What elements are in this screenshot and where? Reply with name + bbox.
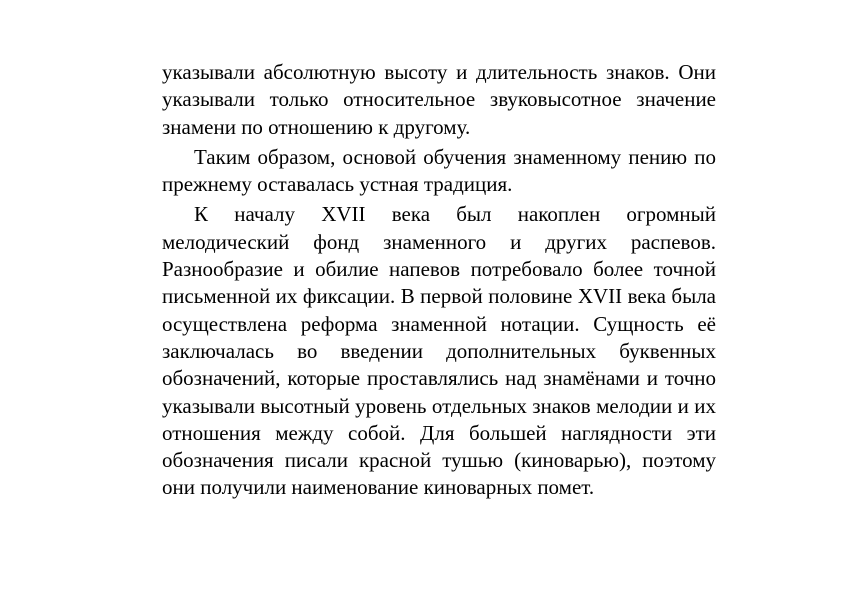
paragraph-oral-tradition: Таким образом, основой обучения знаменному пению по прежнему оставалась устная традиция. xyxy=(162,144,716,197)
paragraph-continuation: указывали абсолютную высоту и длительность знаков. Они указывали только относительное звуковысотное значение знамени по отношению к другому. xyxy=(162,60,716,139)
body-text xyxy=(162,59,716,502)
paragraph-notation-reform: К началу XVII века был накоплен огромный мелодический фонд знаменного и других распевов. Разнообразие и обилие напевов потребовало более точной письменной их фиксации. В первой половине XVII века была осуществлена реформа знаменной нотации. Сущность её заключалась во введении дополнительных буквенных обозначений, которые проставлялись над знамёнами и точно указывали высотный уровень отдельных знаков мелодии и их отношения между собой. Для большей наглядности эти обозначения писали красной тушью (киноварью), поэтому они получили наименование киноварных помет. xyxy=(162,202,716,500)
